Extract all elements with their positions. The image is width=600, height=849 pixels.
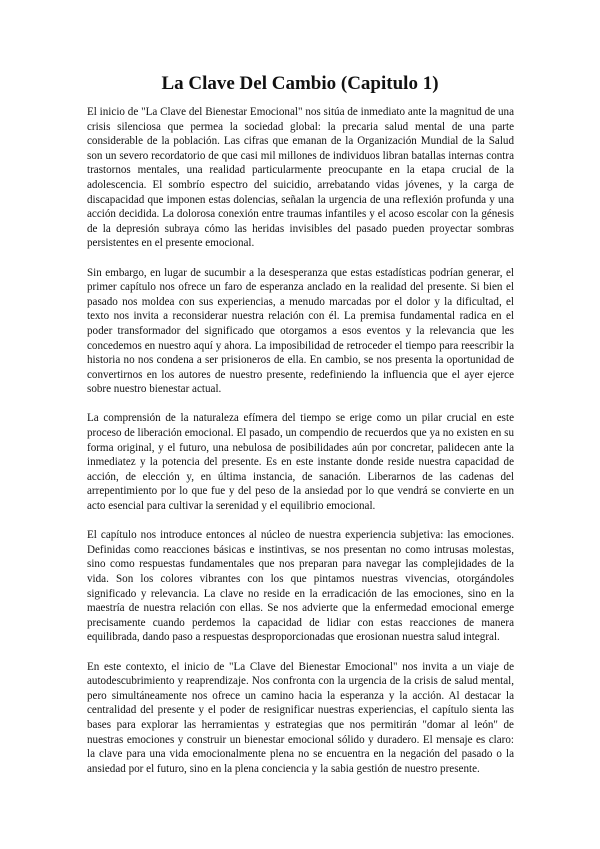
- paragraph: El inicio de "La Clave del Bienestar Emocional" nos sitúa de inmediato ante la magnitud de una crisis silenciosa que permea la sociedad global: la precaria salud mental de una parte considerable de la población. Las cifras que emanan de la Organización Mundial de la Salud son un severo recordatorio de que casi mil millones de individuos libran batallas internas contra trastornos mentales, una realidad particularmente preocupante en la etapa crucial de la adolescencia. El sombrío espectro del suicidio, arrebatando vidas jóvenes, y la carga de discapacidad que imponen estas dolencias, señalan la urgencia de una reflexión profunda y una acción decidida. La dolorosa conexión entre traumas infantiles y el acoso escolar con la génesis de la depresión subraya cómo las heridas invisibles del pasado pueden proyectar sombras persistentes en el presente emocional.: [87, 106, 514, 250]
- paragraph: El capítulo nos introduce entonces al núcleo de nuestra experiencia subjetiva: las emociones. Definidas como reacciones básicas e instintivas, se nos presentan no como intrusas molestas, sino como respuestas fundamentales que nos preparan para navegar las complejidades de la vida. Son los colores vibrantes con los que pintamos nuestras vivencias, otorgándoles significado y relevancia. La clave no reside en la erradicación de las emociones, sino en la maestría de nuestra relación con ellas. Se nos advierte que la enfermedad emocional emerge precisamente cuando perdemos la capacidad de lidiar con estas reacciones de manera equilibrada, dando paso a respuestas desproporcionadas que erosionan nuestra salud integral.: [87, 529, 514, 644]
- document-body: [87, 105, 514, 791]
- page-title: La Clave Del Cambio (Capitulo 1): [161, 73, 439, 94]
- paragraph: Sin embargo, en lugar de sucumbir a la desesperanza que estas estadísticas podrían generar, el primer capítulo nos ofrece un faro de esperanza anclado en la realidad del presente. Si bien el pasado nos moldea con sus experiencias, a menudo marcadas por el dolor y la dificultad, el texto nos invita a reconsiderar nuestra relación con él. La premisa fundamental radica en el poder transformador del significado que otorgamos a esos eventos y la relevancia que les concedemos en nuestro aquí y ahora. La imposibilidad de retroceder el tiempo para reescribir la historia no nos condena a ser prisioneros de ella. En cambio, se nos presenta la oportunidad de convertirnos en los autores de nuestro presente, redefiniendo la influencia que el ayer ejerce sobre nuestro bienestar actual.: [87, 266, 514, 396]
- paragraph: La comprensión de la naturaleza efímera del tiempo se erige como un pilar crucial en este proceso de liberación emocional. El pasado, un compendio de recuerdos que ya no existen en su forma original, y el futuro, una nebulosa de posibilidades aún por concretar, palidecen ante la inmediatez y la potencia del presente. Es en este instante donde reside nuestra capacidad de acción, de elección y, en última instancia, de sanación. Liberarnos de las cadenas del arrepentimiento por lo que fue y del peso de la ansiedad por lo que vendrá se convierte en un acto esencial para cultivar la serenidad y el equilibrio emocional.: [87, 412, 514, 513]
- paragraph: En este contexto, el inicio de "La Clave del Bienestar Emocional" nos invita a un viaje de autodescubrimiento y reaprendizaje. Nos confronta con la urgencia de la crisis de salud mental, pero simultáneamente nos ofrece un camino hacia la esperanza y la acción. Al destacar la centralidad del presente y el poder de resignificar nuestras experiencias, el capítulo sienta las bases para explorar las herramientas y estrategias que nos permitirán "domar al león" de nuestras emociones y construir un bienestar emocional sólido y duradero. El mensaje es claro: la clave para una vida emocionalmente plena no se encuentra en la negación del pasado o la ansiedad por el futuro, sino en la plena conciencia y la sabia gestión de nuestro presente.: [87, 660, 514, 775]
